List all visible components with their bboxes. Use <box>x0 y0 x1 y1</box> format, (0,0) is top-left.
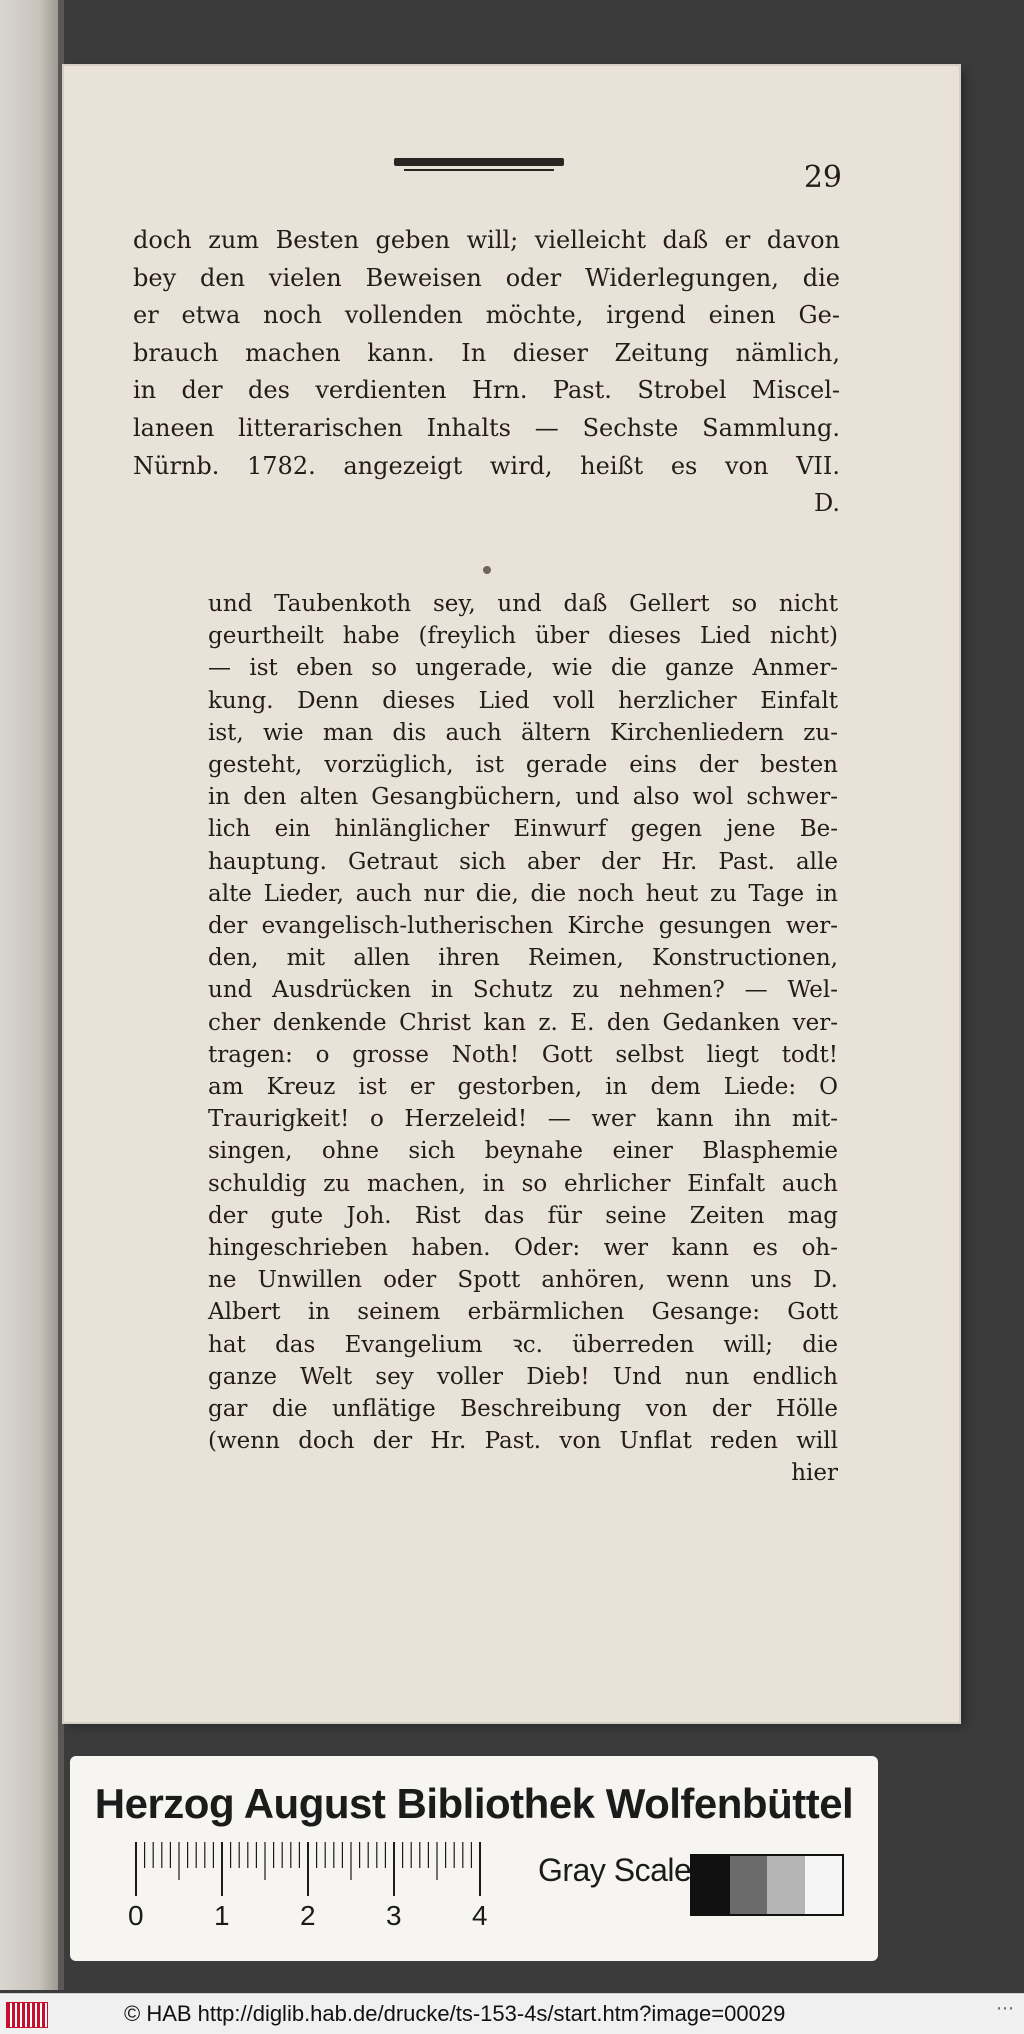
text-line: am Kreuz ist er gestorben, in dem Liede: O <box>208 1074 838 1101</box>
ruler-number: 2 <box>300 1900 316 1931</box>
ink-dot <box>483 566 491 574</box>
text-line: gesteht, vorzüglich, ist gerade eins der besten <box>208 752 838 779</box>
ruler-number: 1 <box>214 1900 230 1931</box>
centimeter-ruler <box>128 1838 582 1934</box>
text-line: tragen: o grosse Noth! Gott selbst liegt todt! <box>208 1041 838 1068</box>
main-paragraph <box>208 588 838 1490</box>
text-line: er etwa noch vollenden möchte, irgend einen Ge- <box>133 301 840 330</box>
text-line: der evangelisch-lutherischen Kirche gesungen wer- <box>208 913 838 940</box>
text-line: bey den vielen Beweisen oder Widerlegungen, die <box>133 263 840 292</box>
text-line: den, mit allen ihren Reimen, Konstructionen, <box>208 945 838 972</box>
hab-logo-icon <box>6 2002 48 2028</box>
more-menu-icon[interactable]: ⋯ <box>996 1998 1014 2019</box>
text-line: Traurigkeit! o Herzeleid! — wer kann ihn mit- <box>208 1106 838 1133</box>
gray-scale-label: Gray Scale <box>538 1852 692 1888</box>
text-line: ganze Welt sey voller Dieb! Und nun endlich <box>208 1363 838 1390</box>
text-line: der gute Joh. Rist das für seine Zeiten mag <box>208 1202 838 1229</box>
text-line: D. <box>813 489 840 518</box>
text-line: hat das Evangelium ꝛc. überreden will; die <box>208 1331 838 1358</box>
gray-patch <box>805 1856 843 1914</box>
text-line: — ist eben so ungerade, wie die ganze Anmer- <box>208 655 838 682</box>
text-line: laneen litterarischen Inhalts — Sechste Sammlung. <box>133 413 840 442</box>
header-ornament-rule <box>394 158 564 166</box>
text-line: lich ein hinlänglicher Einwurf gegen jene Be- <box>208 816 838 843</box>
ruler-number: 4 <box>472 1900 488 1931</box>
text-line: singen, ohne sich beynahe einer Blasphemie <box>208 1138 838 1165</box>
text-line: ist, wie man dis auch ältern Kirchenliedern zu- <box>208 719 838 746</box>
text-line: Nürnb. 1782. angezeigt wird, heißt es von VII. <box>133 451 840 480</box>
ruler-number: 0 <box>128 1900 144 1931</box>
color-scale-card <box>70 1756 878 1961</box>
text-line: brauch machen kann. In dieser Zeitung nämlich, <box>133 338 840 367</box>
text-line: geurtheilt habe (freylich über dieses Lied nicht) <box>208 623 838 650</box>
gray-patch <box>767 1856 805 1914</box>
text-line: ne Unwillen oder Spott anhören, wenn uns D. <box>208 1267 838 1294</box>
text-line: hier <box>791 1460 838 1487</box>
text-line: und Ausdrücken in Schutz zu nehmen? — Wel- <box>208 977 838 1004</box>
gray-scale-bar <box>690 1854 844 1916</box>
ruler-number: 3 <box>386 1900 402 1931</box>
gray-patch <box>730 1856 768 1914</box>
text-line: und Taubenkoth sey, und daß Gellert so nicht <box>208 591 838 617</box>
text-line: cher denkende Christ kan z. E. den Gedanken ver- <box>208 1009 838 1036</box>
text-line: gar die unflätige Beschreibung von der Hölle <box>208 1396 838 1423</box>
text-line: hauptung. Getraut sich aber der Hr. Past. alle <box>208 848 838 875</box>
text-line: (wenn doch der Hr. Past. von Unflat reden will <box>208 1428 838 1455</box>
text-line: doch zum Besten geben will; vielleicht daß er davon <box>133 226 840 254</box>
text-line: Albert in seinem erbärmlichen Gesange: Gott <box>208 1299 838 1326</box>
page-number: 29 <box>803 160 842 195</box>
text-line: in den alten Gesangbüchern, und also wol schwer- <box>208 784 838 811</box>
copyright-link[interactable]: © HAB http://diglib.hab.de/drucke/ts-153-4s/start.htm?image=00029 <box>124 2001 786 2026</box>
text-line: hingeschrieben haben. Oder: wer kann es oh- <box>208 1235 838 1262</box>
top-paragraph <box>133 222 840 523</box>
viewer-footer <box>0 1993 1024 2034</box>
text-line: alte Lieder, auch nur die, die noch heut zu Tage in <box>208 880 838 907</box>
text-line: kung. Denn dieses Lied voll herzlicher Einfalt <box>208 687 838 714</box>
text-line: in der des verdienten Hrn. Past. Strobel Miscel- <box>133 376 840 405</box>
gray-patch <box>692 1856 730 1914</box>
text-line: schuldig zu machen, in so ehrlicher Einfalt auch <box>208 1170 838 1197</box>
adjacent-page-edge <box>0 0 64 1990</box>
library-name: Herzog August Bibliothek Wolfenbüttel <box>94 1780 854 1827</box>
